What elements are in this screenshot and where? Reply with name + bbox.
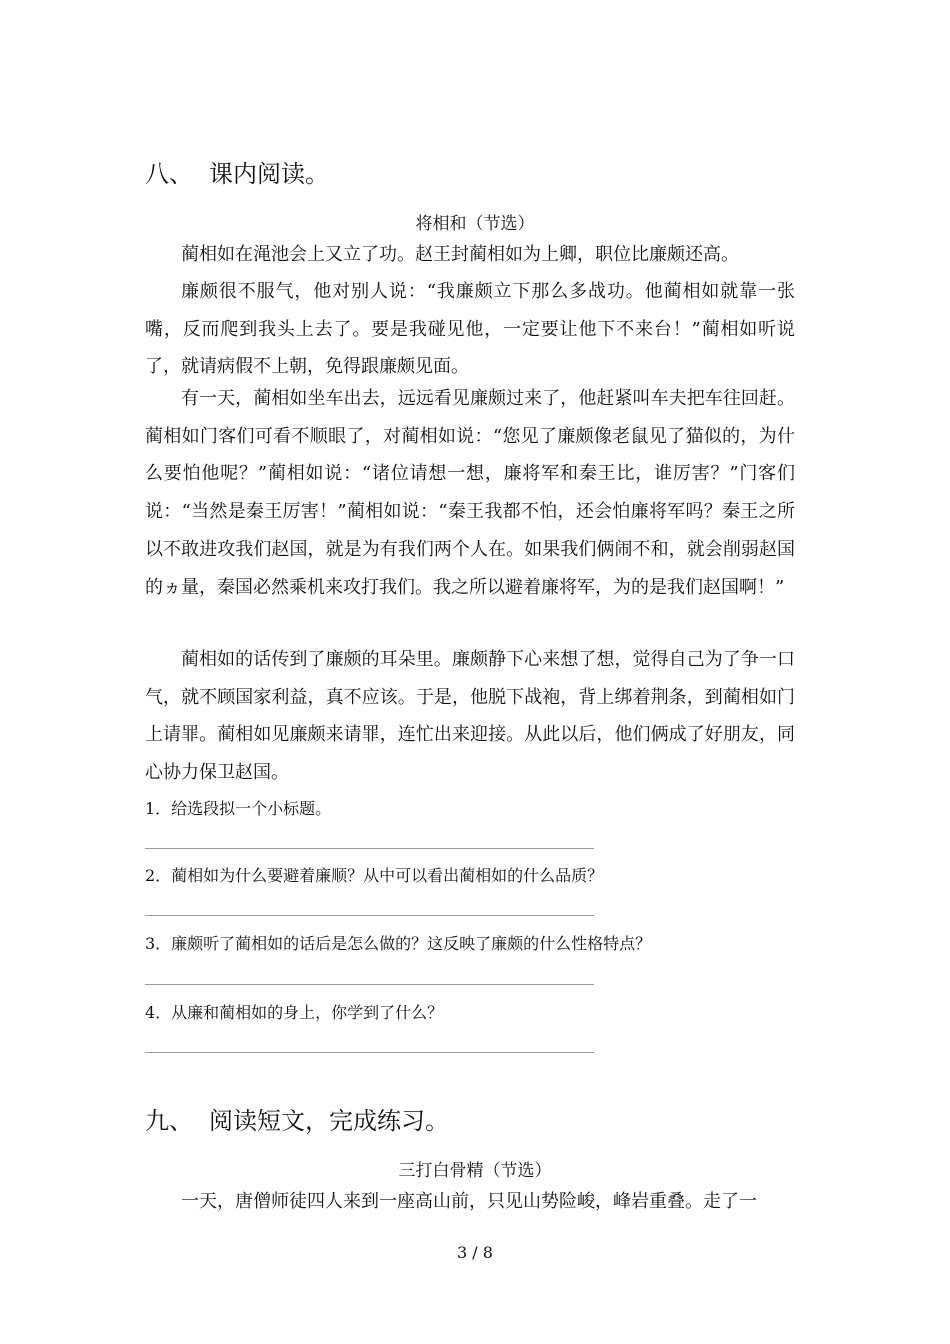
section-8-heading [145, 154, 329, 189]
paragraph-2: 廉颇很不服气，他对别人说：“我廉颇立下那么多战功。他蔺相如就靠一张嘴，反而爬到我头上去了。要是我碰见他，一定要让他下不来台！”蔺相如听说了，就请病假不上朝，免得跟廉颇见面。 [145, 281, 795, 378]
question-4: 4．从廉和蔺相如的身上，你学到了什么？ [145, 1003, 444, 1022]
section-8-number: 八、 [145, 160, 193, 188]
answer-line-3[interactable] [145, 984, 594, 985]
page-number: 3 / 8 [457, 1243, 493, 1262]
paragraph-9-1: 一天，唐僧师徒四人来到一座高山前，只见山势险峻，峰岩重叠。走了一 [181, 1191, 757, 1212]
paragraph-1: 蔺相如在渑池会上又立了功。赵王封蔺相如为上卿，职位比廉颇还高。 [181, 244, 739, 265]
paragraph-4: 蔺相如的话传到了廉颇的耳朵里。廉颇静下心来想了想，觉得自己为了争一口气，就不顾国家利益，真不应该。于是，他脱下战袍，背上绑着荆条，到蔺相如门上请罪。蔺相如见廉颇来请罪，连忙出来迎接。从此以后，他们俩成了好朋友，同心协力保卫赵国。 [145, 649, 795, 784]
paragraph-3: 有一天，蔺相如坐车出去，远远看见廉颇过来了，他赶紧叫车夫把车往回赶。蔺相如门客们可看不顺眼了，对蔺相如说：“您见了廉颇像老鼠见了猫似的，为什么要怕他呢？”蔺相如说：“诸位请想一想，廉将军和秦王比，谁厉害？”门客们说：“当然是秦王厉害！”蔺相如说：“秦王我都不怕，还会怕廉将军吗？秦王之所以不敢进攻我们赵国，就是为有我们两个人在。如果我们俩闹不和，就会削弱赵国的ヵ量，秦国必然乘机来攻打我们。我之所以避着廉将军，为的是我们赵国啊！” [145, 388, 795, 598]
answer-line-1[interactable] [145, 848, 594, 849]
section-9-heading [145, 1101, 449, 1136]
passage-title-jiang-xiang-he: 将相和（节选） [415, 214, 535, 234]
section-9-number: 九、 [145, 1107, 193, 1135]
question-2: 2．蔺相如为什么要避着廉顺？从中可以看出蔺相如的什么品质？ [145, 866, 604, 885]
answer-line-4[interactable] [145, 1052, 594, 1053]
question-3: 3．廉颇听了蔺相如的话后是怎么做的？这反映了廉颇的什么性格特点？ [145, 934, 652, 953]
section-8-title: 课内阅读。 [209, 160, 329, 188]
question-1: 1．给选段拟一个小标题。 [145, 799, 332, 818]
passage-title-san-da-bai-gu-jing: 三打白骨精（节选） [398, 1161, 552, 1181]
answer-line-2[interactable] [145, 915, 594, 916]
section-9-title: 阅读短文，完成练习。 [209, 1107, 449, 1135]
